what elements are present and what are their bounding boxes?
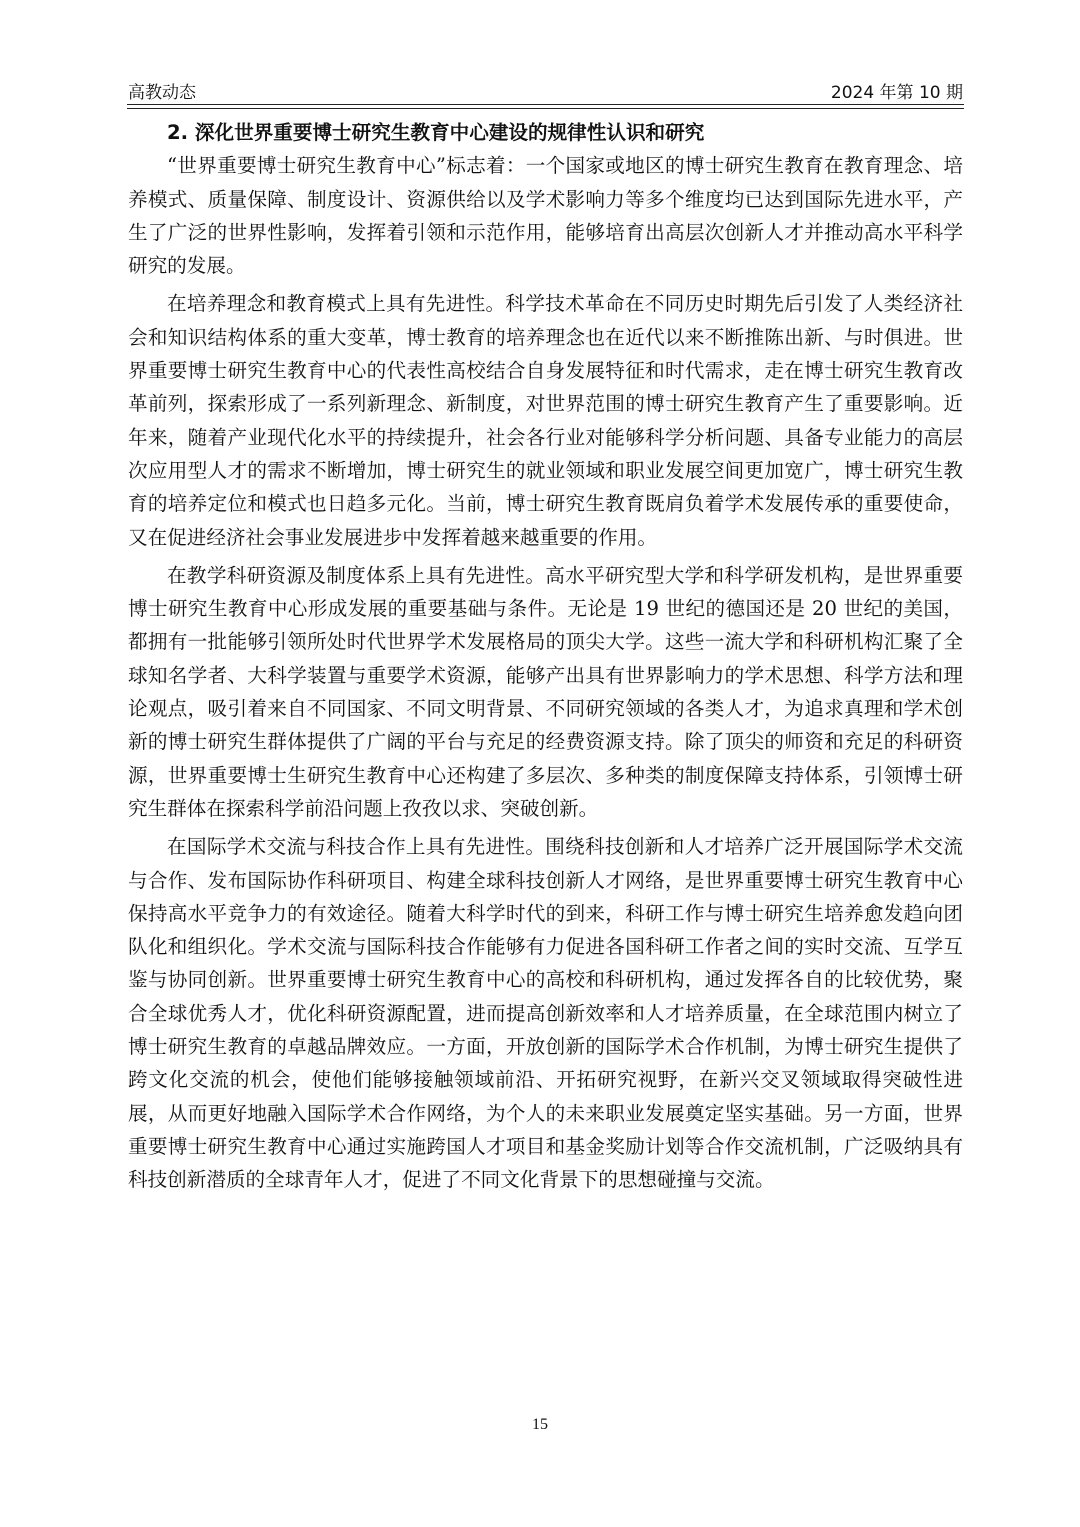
running-header: [128, 78, 963, 104]
issue-label: 2024 年第 10 期: [830, 83, 963, 103]
paragraph-international-exchange: 在国际学术交流与科技合作上具有先进性。围绕科技创新和人才培养广泛开展国际学术交流与合作、发布国际协作科研项目、构建全球科技创新人才网络，是世界重要博士研究生教育中心保持高水平竞争力的有效途径。随着大科学时代的到来，科研工作与博士研究生培养愈发趋向团队化和组织化。学术交流与国际科技合作能够有力促进各国科研工作者之间的实时交流、互学互鉴与协同创新。世界重要博士研究生教育中心的高校和科研机构，通过发挥各自的比较优势，聚合全球优秀人才，优化科研资源配置，进而提高创新效率和人才培养质量，在全球范围内树立了博士研究生教育的卓越品牌效应。一方面，开放创新的国际学术合作机制，为博士研究生提供了跨文化交流的机会，使他们能够接触领域前沿、开拓研究视野，在新兴交叉领域取得突破性进展，从而更好地融入国际学术合作网络，为个人的未来职业发展奠定坚实基础。另一方面，世界重要博士研究生教育中心通过实施跨国人才项目和基金奖励计划等合作交流机制，广泛吸纳具有科技创新潜质的全球青年人才，促进了不同文化背景下的思想碰撞与交流。: [128, 835, 963, 1192]
paragraph-training-concepts: 在培养理念和教育模式上具有先进性。科学技术革命在不同历史时期先后引发了人类经济社会和知识结构体系的重大变革，博士教育的培养理念也在近代以来不断推陈出新、与时俱进。世界重要博士研究生教育中心的代表性高校结合自身发展特征和时代需求，走在博士研究生教育改革前列，探索形成了一系列新理念、新制度，对世界范围的博士研究生教育产生了重要影响。近年来，随着产业现代化水平的持续提升，社会各行业对能够科学分析问题、具备专业能力的高层次应用型人才的需求不断增加，博士研究生的就业领域和职业发展空间更加宽广，博士研究生教育的培养定位和模式也日趋多元化。当前，博士研究生教育既肩负着学术发展传承的重要使命，又在促进经济社会事业发展进步中发挥着越来越重要的作用。: [128, 292, 963, 549]
section-heading: 2. 深化世界重要博士研究生教育中心建设的规律性认识和研究: [167, 121, 705, 144]
paragraph-definition: “世界重要博士研究生教育中心”标志着：一个国家或地区的博士研究生教育在教育理念、培养模式、质量保障、制度设计、资源供给以及学术影响力等多个维度均已达到国际先进水平，产生了广泛的世界性影响，发挥着引领和示范作用，能够培育出高层次创新人才并推动高水平科学研究的发展。: [128, 154, 963, 278]
header-rule-top: [127, 104, 964, 105]
article-body: [128, 116, 963, 1197]
header-rule-bottom: [127, 108, 964, 109]
paragraph-resources-systems: 在教学科研资源及制度体系上具有先进性。高水平研究型大学和科学研发机构，是世界重要博士研究生教育中心形成发展的重要基础与条件。无论是 19 世纪的德国还是 20 世纪的美国，都拥有一批能够引领所处时代世界学术发展格局的顶尖大学。这些一流大学和科研机构汇聚了全球知名学者、大科学装置与重要学术资源，能够产出具有世界影响力的学术思想、科学方法和理论观点，吸引着来自不同国家、不同文明背景、不同研究领域的各类人才，为追求真理和学术创新的博士研究生群体提供了广阔的平台与充足的经费资源支持。除了顶尖的师资和充足的科研资源，世界重要博士生研究生教育中心还构建了多层次、多种类的制度保障支持体系，引领博士研究生群体在探索科学前沿问题上孜孜以求、突破创新。: [128, 563, 963, 820]
journal-name: 高教动态: [128, 83, 196, 103]
page-number: 15: [532, 1416, 548, 1433]
